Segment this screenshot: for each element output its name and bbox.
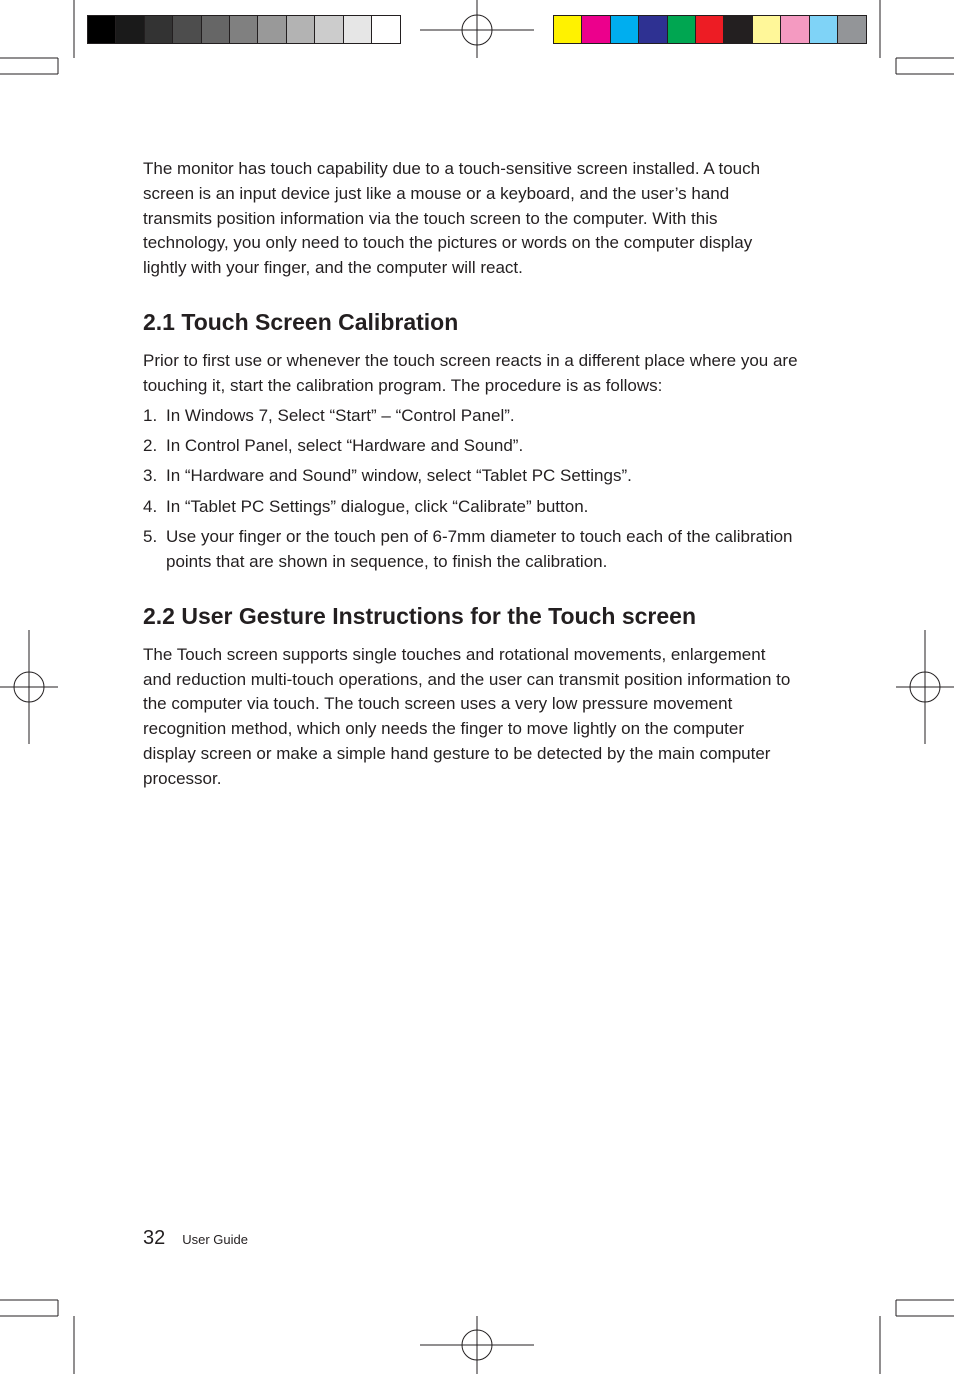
color-swatch	[668, 16, 696, 43]
color-swatch	[554, 16, 582, 43]
color-swatch	[639, 16, 667, 43]
gestures-paragraph: The Touch screen supports single touches and rotational movements, enlargement and reduction multi-touch operations, and the user can transmit position information to the computer via touch. The touch screen uses a very low pressure movement recognition method, which only needs the finger to move lightly on the computer display screen or make a simple hand gesture to be detected by the main computer processor.	[143, 644, 791, 788]
color-swatch	[810, 16, 838, 43]
list-item	[143, 525, 798, 575]
gray-swatch	[315, 16, 343, 43]
gray-swatch	[287, 16, 315, 43]
gray-swatch	[344, 16, 372, 43]
process-color-bar	[553, 15, 867, 44]
color-swatch	[724, 16, 752, 43]
step-number: 3.	[143, 466, 158, 486]
color-swatch	[582, 16, 610, 43]
page-footer	[143, 1227, 248, 1250]
calibration-paragraph: Prior to first use or whenever the touch screen reacts in a different place where you are touching it, start the calibration program. The procedure is as follows:	[143, 350, 798, 395]
color-swatch	[696, 16, 724, 43]
gray-swatch	[116, 16, 144, 43]
list-item	[143, 464, 798, 489]
gray-swatch	[145, 16, 173, 43]
footer-label: User Guide	[182, 1232, 248, 1247]
list-item	[143, 404, 798, 429]
list-item	[143, 434, 798, 459]
step-text: In Control Panel, select “Hardware and Sound”.	[166, 435, 524, 455]
calibration-steps-list	[143, 404, 798, 575]
gray-swatch	[258, 16, 286, 43]
gray-swatch	[88, 16, 116, 43]
gray-swatch	[372, 16, 400, 43]
color-swatch	[838, 16, 866, 43]
gray-swatch	[230, 16, 258, 43]
step-text: In “Hardware and Sound” window, select “Tablet PC Settings”.	[166, 466, 632, 486]
gray-swatch	[173, 16, 201, 43]
color-swatch	[611, 16, 639, 43]
color-swatch	[781, 16, 809, 43]
step-text: In “Tablet PC Settings” dialogue, click “Calibrate” button.	[166, 496, 589, 516]
section-heading-gestures: 2.2 User Gesture Instructions for the Touch screen	[143, 602, 696, 629]
list-item	[143, 495, 798, 520]
page-content	[143, 157, 798, 792]
step-text: Use your finger or the touch pen of 6-7mm diameter to touch each of the calibration points that are shown in sequence, to finish the calibration.	[166, 527, 793, 571]
intro-paragraph: The monitor has touch capability due to a touch-sensitive screen installed. A touch screen is an input device just like a mouse or a keyboard, and the user’s hand transmits position information via the touch screen to the computer. With this technology, you only need to touch the pictures or words on the computer display lightly with your finger, and the computer will react.	[143, 159, 761, 278]
page-number: 32	[143, 1227, 166, 1249]
step-number: 5.	[143, 527, 158, 547]
step-number: 2.	[143, 435, 158, 455]
gray-swatch	[202, 16, 230, 43]
color-swatch	[753, 16, 781, 43]
grayscale-color-bar	[87, 15, 401, 44]
section-heading-calibration: 2.1 Touch Screen Calibration	[143, 308, 459, 335]
step-number: 4.	[143, 496, 158, 516]
step-text: In Windows 7, Select “Start” – “Control Panel”.	[166, 405, 515, 425]
step-number: 1.	[143, 405, 158, 425]
